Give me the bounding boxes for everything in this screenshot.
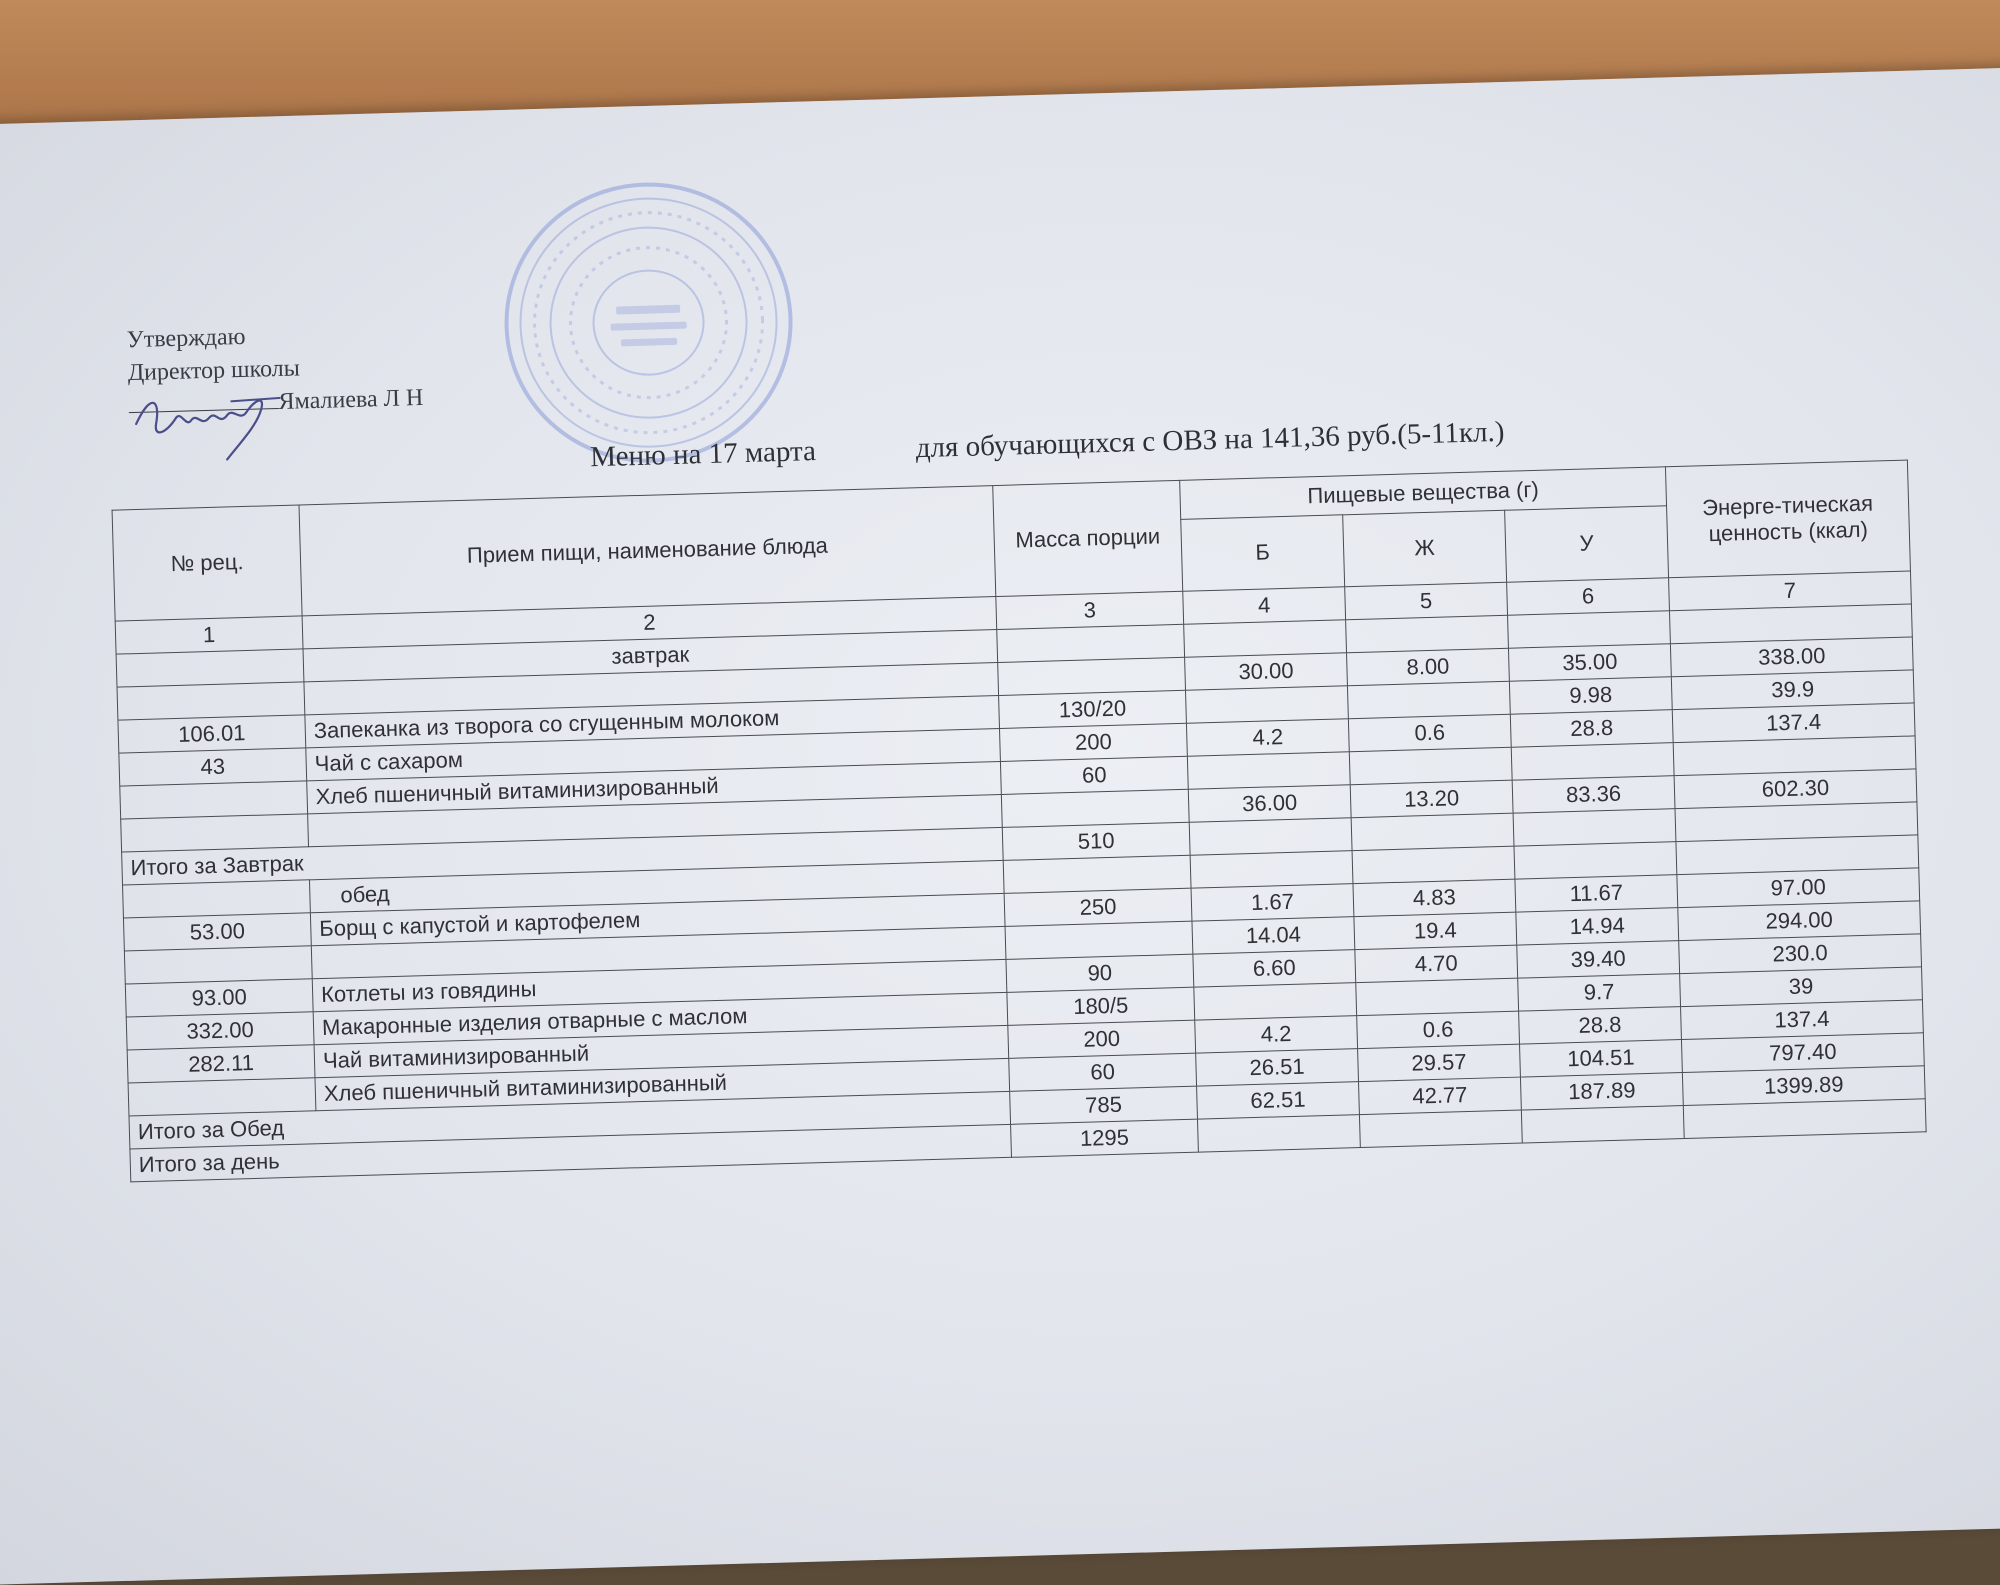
- protein-cell: [1194, 983, 1357, 1021]
- fat-cell: 13.20: [1350, 780, 1513, 818]
- protein-cell: 1.67: [1191, 884, 1354, 922]
- menu-audience: для обучающихся с ОВЗ на 141,36 руб.(5-11кл.): [915, 415, 1505, 465]
- protein-cell: [1187, 752, 1350, 790]
- recipe-number-cell: 332.00: [126, 1012, 314, 1050]
- fat-cell: 4.70: [1355, 945, 1518, 983]
- menu-date: Меню на 17 марта: [589, 435, 817, 474]
- header-mass: Масса порции: [993, 480, 1183, 596]
- portion-mass-cell: 90: [1006, 954, 1194, 992]
- portion-mass-cell: 130/20: [999, 690, 1187, 728]
- energy-cell: 338.00: [1670, 637, 1913, 677]
- carbs-cell: [1511, 743, 1674, 781]
- dish-name-cell: Макаронные изделия отварные с маслом: [313, 992, 1008, 1044]
- protein-cell: 4.2: [1195, 1016, 1358, 1054]
- dish-name-cell: Котлеты из говядины: [312, 959, 1007, 1011]
- day-total-b: 62.51: [1197, 1082, 1360, 1120]
- carbs-cell: 9.98: [1509, 677, 1672, 715]
- energy-cell: 797.40: [1681, 1033, 1924, 1073]
- portion-mass-cell: 250: [1004, 888, 1192, 926]
- approval-word: Утверждаю: [126, 323, 246, 354]
- protein-cell: 30.00: [1185, 653, 1348, 691]
- energy-cell: 39.9: [1671, 670, 1914, 710]
- energy-cell: 294.00: [1678, 901, 1921, 941]
- fat-cell: [1356, 978, 1519, 1016]
- director-position: Директор школы: [127, 355, 301, 387]
- day-total-energy: 1399.89: [1682, 1066, 1925, 1106]
- recipe-number-cell: [117, 682, 305, 720]
- recipe-number-cell: 43: [119, 748, 307, 786]
- lunch-total-label: Итого за Обед: [129, 1091, 1011, 1149]
- protein-cell: [1186, 686, 1349, 724]
- carbs-cell: 35.00: [1508, 644, 1671, 682]
- header-zh: Ж: [1343, 510, 1507, 587]
- carbs-cell: 14.94: [1516, 908, 1679, 946]
- header-b: Б: [1181, 515, 1345, 592]
- header-u: У: [1505, 506, 1669, 583]
- signature-mark: [130, 379, 302, 464]
- carbs-cell: 28.8: [1510, 710, 1673, 748]
- fat-cell: 29.57: [1358, 1044, 1521, 1082]
- fat-cell: [1349, 747, 1512, 785]
- dish-name-cell: Чай с сахаром: [306, 728, 1001, 780]
- fat-cell: 19.4: [1354, 912, 1517, 950]
- menu-table: [112, 460, 1927, 1183]
- header-recipe: № рец.: [112, 505, 302, 621]
- recipe-number-cell: 106.01: [118, 715, 306, 753]
- dish-name-cell: Чай витаминизированный: [314, 1025, 1009, 1077]
- day-total-u: 187.89: [1520, 1073, 1683, 1111]
- col-number: 1: [115, 616, 303, 654]
- protein-cell: 4.2: [1186, 719, 1349, 757]
- carbs-cell: 11.67: [1515, 875, 1678, 913]
- recipe-number-cell: 53.00: [123, 913, 311, 951]
- energy-cell: 39: [1680, 967, 1923, 1007]
- col-number: 4: [1183, 587, 1346, 625]
- recipe-number-cell: [128, 1078, 316, 1116]
- col-number: 6: [1507, 578, 1670, 616]
- carbs-cell: 9.7: [1518, 974, 1681, 1012]
- fat-cell: [1347, 681, 1510, 719]
- breakfast-label: завтрак: [303, 630, 998, 682]
- dish-name-cell: Хлеб пшеничный витаминизированный: [307, 761, 1002, 813]
- energy-cell: 97.00: [1677, 868, 1920, 908]
- carbs-cell: 28.8: [1519, 1007, 1682, 1045]
- recipe-number-cell: 93.00: [125, 979, 313, 1017]
- breakfast-total-label: Итого за Завтрак: [122, 827, 1004, 885]
- header-energy: Энерге-тическая ценность (ккал): [1665, 460, 1910, 578]
- col-number: 3: [996, 591, 1184, 629]
- fat-cell: 8.00: [1347, 648, 1510, 686]
- col-number: 5: [1345, 582, 1508, 620]
- day-total-zh: 42.77: [1359, 1077, 1522, 1115]
- energy-cell: 602.30: [1674, 769, 1917, 809]
- portion-mass-cell: [1001, 789, 1189, 827]
- protein-cell: 6.60: [1193, 950, 1356, 988]
- dish-name-cell: Борщ с капустой и картофелем: [310, 893, 1005, 945]
- energy-cell: 137.4: [1681, 1000, 1924, 1040]
- lunch-label: обед: [309, 860, 1004, 912]
- portion-mass-cell: 60: [1000, 756, 1188, 794]
- portion-mass-cell: [998, 657, 1186, 695]
- carbs-cell: 83.36: [1512, 776, 1675, 814]
- header-nutrients: Пищевые вещества (г): [1180, 467, 1667, 520]
- recipe-number-cell: 282.11: [127, 1045, 315, 1083]
- carbs-cell: 39.40: [1517, 941, 1680, 979]
- energy-cell: 137.4: [1672, 703, 1915, 743]
- protein-cell: 14.04: [1192, 917, 1355, 955]
- fat-cell: 0.6: [1357, 1011, 1520, 1049]
- protein-cell: 36.00: [1188, 785, 1351, 823]
- portion-mass-cell: 200: [1008, 1020, 1196, 1058]
- recipe-number-cell: [124, 946, 312, 984]
- dish-name-cell: Запеканка из творога со сгущенным молоком: [305, 695, 1000, 747]
- portion-mass-cell: [1005, 921, 1193, 959]
- header-meal: Прием пищи, наименование блюда: [299, 486, 996, 616]
- school-stamp: [495, 173, 803, 471]
- fat-cell: 4.83: [1353, 879, 1516, 917]
- dish-name-cell: Хлеб пшеничный витаминизированный: [315, 1058, 1010, 1110]
- portion-mass-cell: 200: [1000, 723, 1188, 761]
- director-name: Ямалиева Л Н: [278, 384, 424, 415]
- portion-mass-cell: 60: [1009, 1053, 1197, 1091]
- breakfast-total-mass: 510: [1002, 822, 1190, 860]
- recipe-number-cell: [121, 814, 309, 852]
- day-total-label: Итого за день: [130, 1124, 1012, 1182]
- col-number: 7: [1669, 571, 1912, 611]
- energy-cell: 230.0: [1679, 934, 1922, 974]
- portion-mass-cell: 180/5: [1007, 987, 1195, 1025]
- carbs-cell: 104.51: [1520, 1040, 1683, 1078]
- protein-cell: 26.51: [1196, 1049, 1359, 1087]
- fat-cell: 0.6: [1348, 714, 1511, 752]
- recipe-number-cell: [120, 781, 308, 819]
- col-number: 2: [302, 597, 997, 649]
- lunch-total-mass: 785: [1010, 1086, 1198, 1124]
- day-total-mass: 1295: [1011, 1119, 1199, 1157]
